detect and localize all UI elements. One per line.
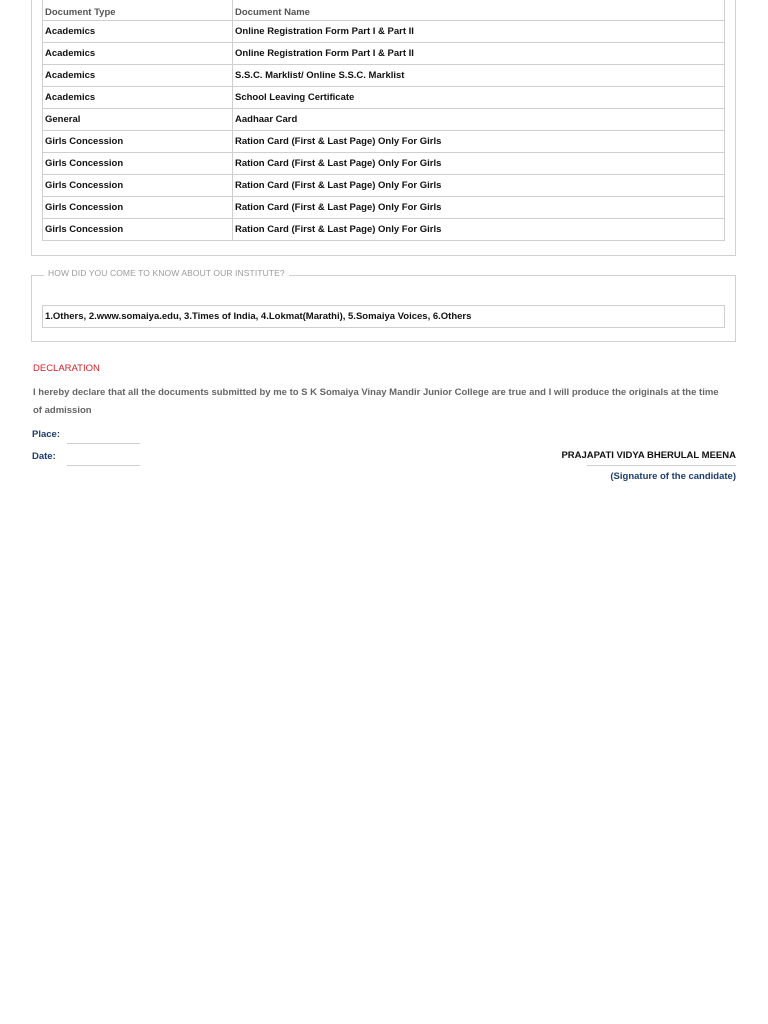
document-type-cell: Girls Concession xyxy=(43,175,233,197)
table-header-row xyxy=(43,0,725,21)
table-row xyxy=(43,175,725,197)
table-row xyxy=(43,65,725,87)
declaration-title: DECLARATION xyxy=(33,363,100,374)
table-row xyxy=(43,21,725,43)
signature-label: (Signature of the candidate) xyxy=(610,471,736,482)
table-row xyxy=(43,109,725,131)
document-name-cell: School Leaving Certificate xyxy=(233,87,725,109)
source-legend: HOW DID YOU COME TO KNOW ABOUT OUR INSTITUTE? xyxy=(44,268,289,278)
document-type-cell: Academics xyxy=(43,21,233,43)
document-type-cell: Girls Concession xyxy=(43,131,233,153)
document-type-cell: Academics xyxy=(43,65,233,87)
document-type-cell: Girls Concession xyxy=(43,153,233,175)
document-name-cell: Ration Card (First & Last Page) Only For Girls xyxy=(233,131,725,153)
document-name-cell: Ration Card (First & Last Page) Only For Girls xyxy=(233,175,725,197)
document-name-cell: Ration Card (First & Last Page) Only For Girls xyxy=(233,219,725,241)
document-type-cell: Girls Concession xyxy=(43,197,233,219)
signature-line xyxy=(587,465,736,466)
document-name-cell: Online Registration Form Part I & Part II xyxy=(233,21,725,43)
table-row xyxy=(43,153,725,175)
declaration-text: I hereby declare that all the documents submitted by me to S K Somaiya Vinay Mandir Junior College are true and I will produce the originals at the time of admission xyxy=(33,387,719,416)
documents-table xyxy=(42,0,725,241)
header-document-type: Document Type xyxy=(43,0,233,21)
table-row xyxy=(43,131,725,153)
table-row xyxy=(43,219,725,241)
date-label: Date: xyxy=(32,451,56,462)
document-type-cell: Girls Concession xyxy=(43,219,233,241)
table-row xyxy=(43,87,725,109)
document-type-cell: Academics xyxy=(43,87,233,109)
date-line xyxy=(67,465,140,466)
source-value: 1.Others, 2.www.somaiya.edu, 3.Times of India, 4.Lokmat(Marathi), 5.Somaiya Voices, 6.Others xyxy=(42,305,725,328)
document-name-cell: Ration Card (First & Last Page) Only For Girls xyxy=(233,197,725,219)
table-row xyxy=(43,197,725,219)
document-name-cell: Ration Card (First & Last Page) Only For Girls xyxy=(233,153,725,175)
document-name-cell: Aadhaar Card xyxy=(233,109,725,131)
document-name-cell: Online Registration Form Part I & Part II xyxy=(233,43,725,65)
place-label: Place: xyxy=(32,429,60,440)
document-type-cell: Academics xyxy=(43,43,233,65)
candidate-name: PRAJAPATI VIDYA BHERULAL MEENA xyxy=(561,450,736,461)
document-type-cell: General xyxy=(43,109,233,131)
header-document-name: Document Name xyxy=(233,0,725,21)
document-name-cell: S.S.C. Marklist/ Online S.S.C. Marklist xyxy=(233,65,725,87)
table-row xyxy=(43,43,725,65)
place-line xyxy=(67,443,140,444)
